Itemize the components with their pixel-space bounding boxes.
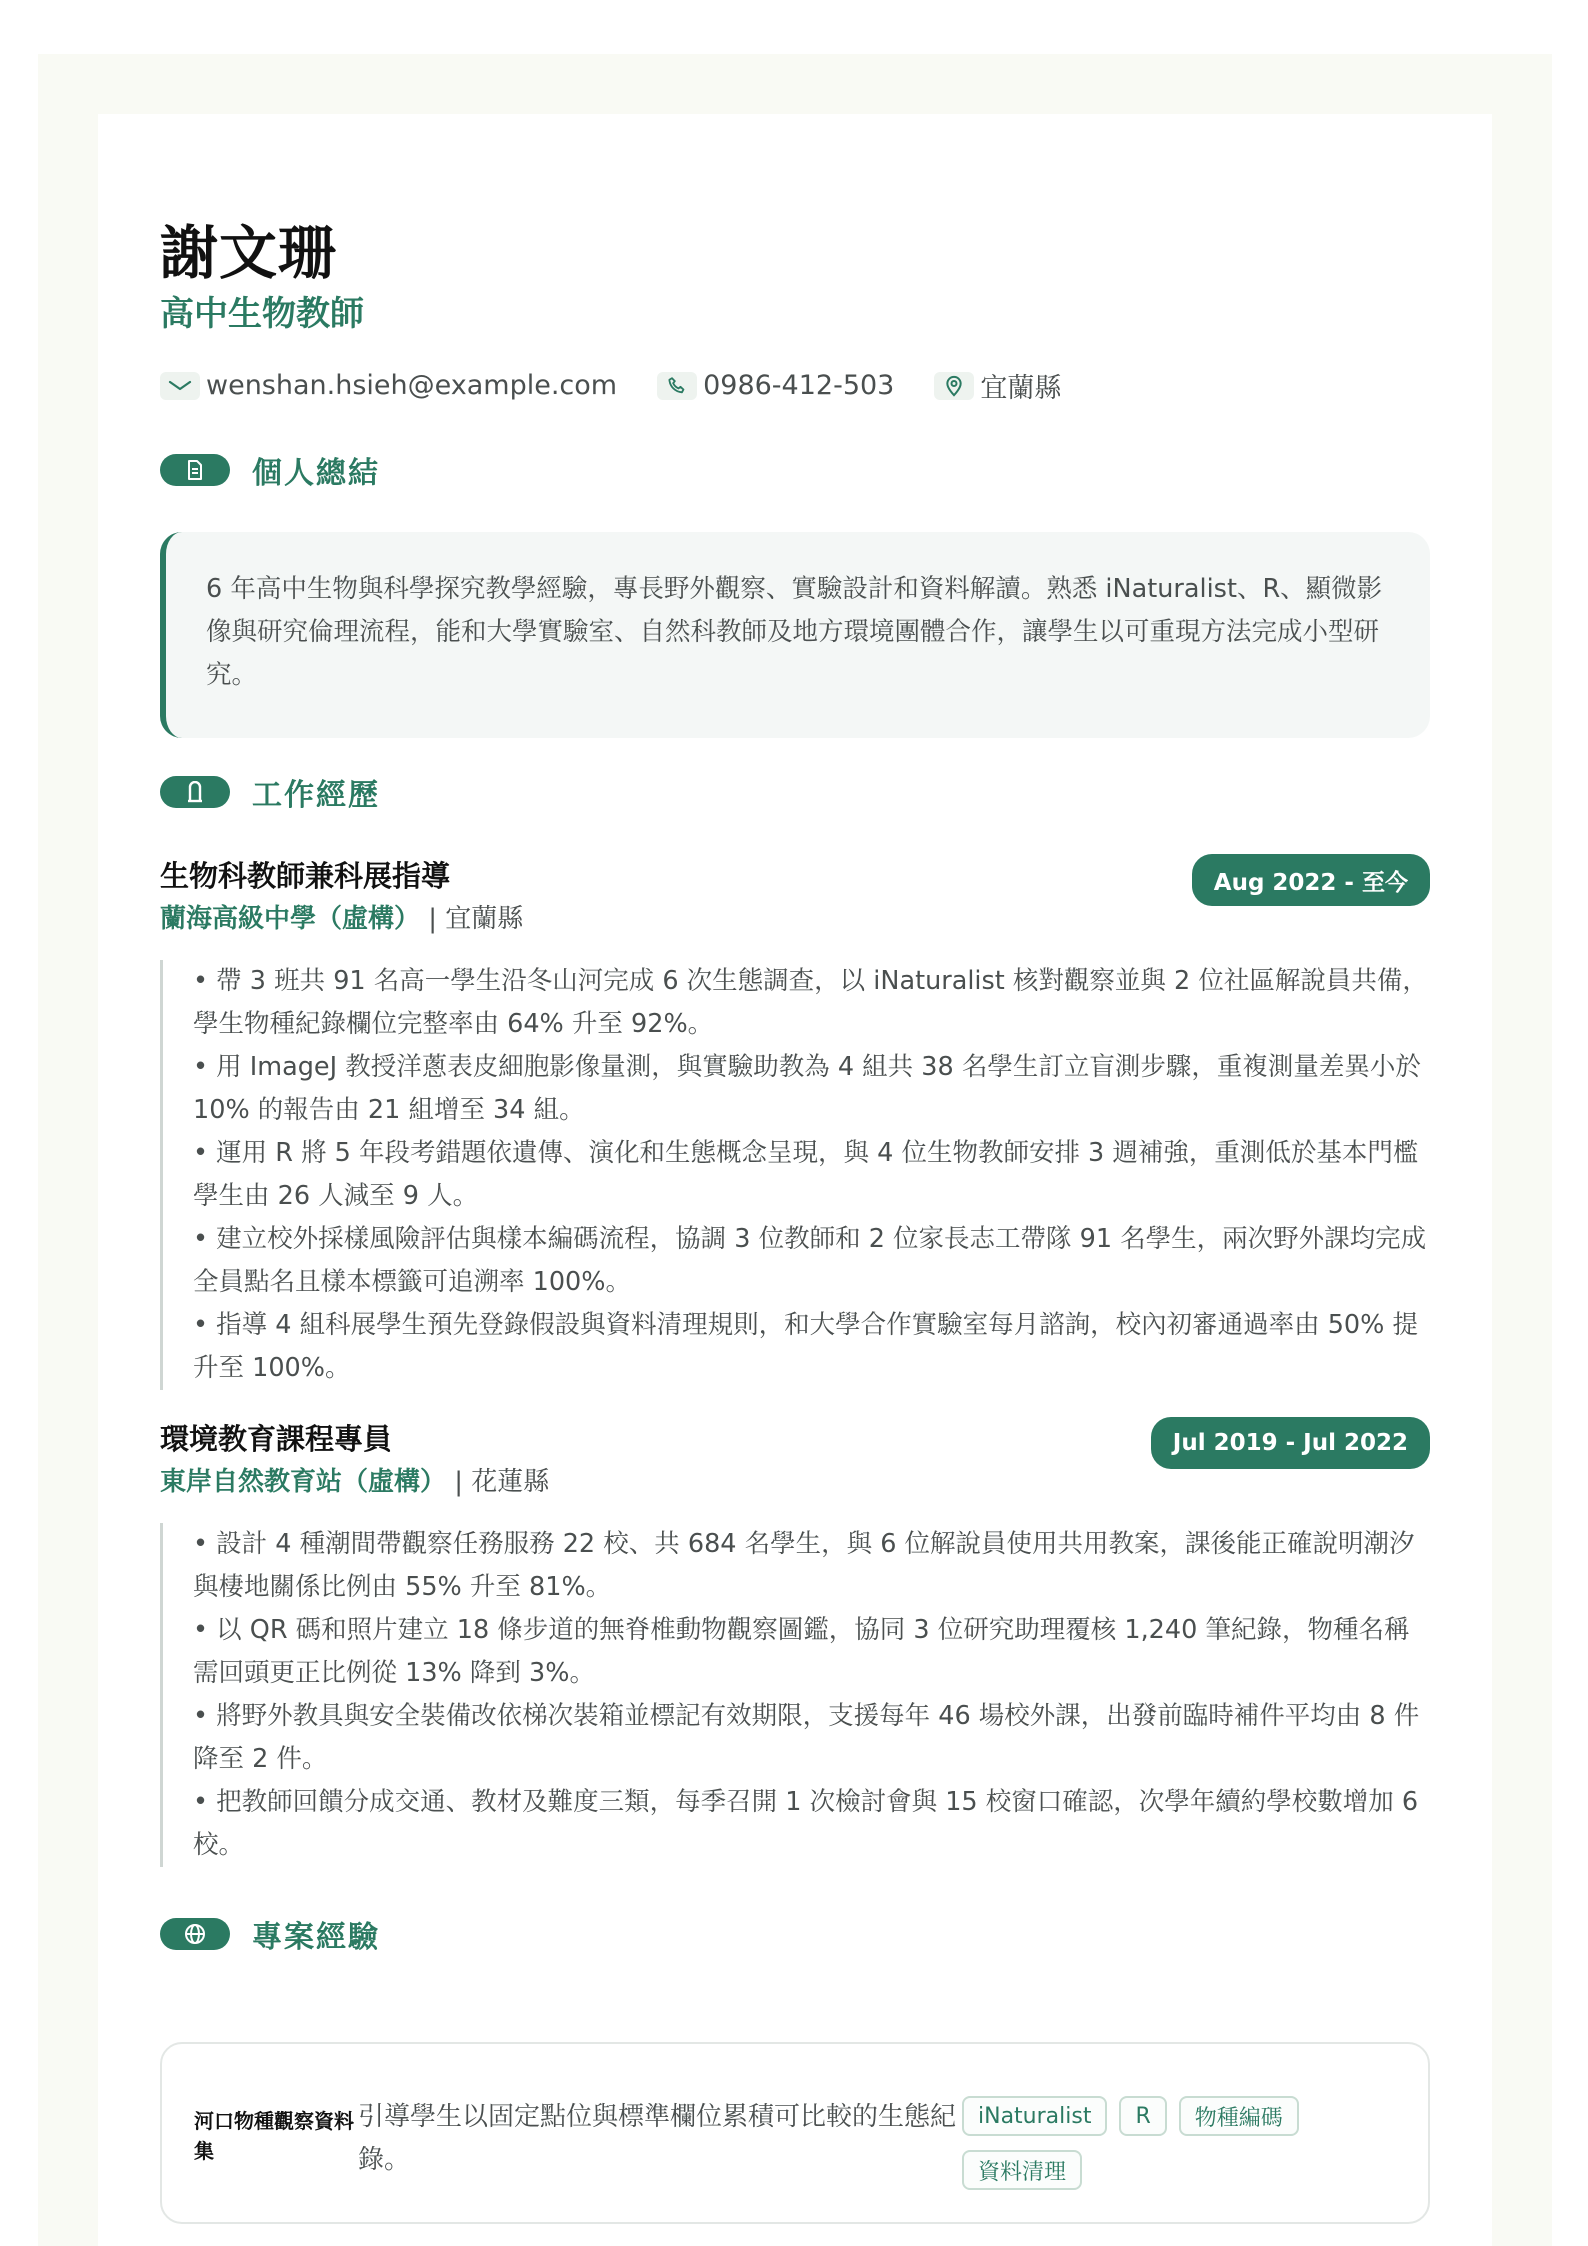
list-item: • 運用 R 將 5 年段考錯題依遺傳、演化和生態概念呈現，與 4 位生物教師安排 3 週補強，重測低於基本門檻學生由 26 人減至 9 人。 [193, 1138, 1419, 1211]
location-pin-icon [934, 372, 974, 400]
list-item: • 用 ImageJ 教授洋蔥表皮細胞影像量測，與實驗助教為 4 組共 38 名學生訂立盲測步驟，重複測量差異小於 10% 的報告由 21 組增至 34 組。 [193, 1052, 1421, 1125]
job-bullets [160, 1523, 1430, 1867]
experience-section-title: 工作經歷 [252, 778, 380, 813]
projects-section-header [160, 1912, 380, 1956]
project-description: 引導學生以固定點位與標準欄位累積可比較的生態紀錄。 [358, 2102, 957, 2175]
project-name: 河口物種觀察資料集 [194, 2109, 354, 2163]
job-title: 生物科教師兼科展指導 [160, 859, 451, 893]
briefcase-icon [160, 776, 230, 808]
experience-section-header [160, 770, 380, 814]
list-item: • 建立校外採樣風險評估與樣本編碼流程，協調 3 位教師和 2 位家長志工帶隊 91 名學生，兩次野外課均完成全員點名且樣本標籤可追溯率 100%。 [193, 1224, 1427, 1297]
candidate-role: 高中生物教師 [160, 294, 364, 334]
job-organization [160, 1461, 549, 1498]
project-tag: 資料清理 [962, 2150, 1082, 2190]
page-background [38, 54, 1552, 2246]
project-tag: R [1119, 2096, 1166, 2136]
job-bullets [160, 960, 1430, 1390]
candidate-name: 謝文珊 [160, 219, 338, 287]
contact-email[interactable] [160, 370, 617, 401]
summary-section-header [160, 448, 380, 492]
project-tag: iNaturalist [962, 2096, 1107, 2136]
globe-icon [160, 1918, 230, 1950]
project-tags [962, 2096, 1402, 2204]
job-title: 環境教育課程專員 [160, 1422, 393, 1456]
job-org-name: 東岸自然教育站（虛構） [160, 1467, 447, 1497]
job-location: | 花蓮縣 [454, 1467, 550, 1497]
projects-section-title: 專案經驗 [252, 1920, 380, 1955]
list-item: • 將野外教具與安全裝備改依梯次裝箱並標記有效期限，支援每年 46 場校外課，出發前臨時補件平均由 8 件降至 2 件。 [193, 1701, 1420, 1774]
resume-page [98, 114, 1492, 2246]
list-item: • 指導 4 組科展學生預先登錄假設與資料清理規則，和大學合作實驗室每月諮詢，校內初審通過率由 50% 提升至 100%。 [193, 1310, 1418, 1383]
contact-location-text: 宜蘭縣 [980, 373, 1062, 404]
contact-row [160, 366, 1101, 405]
job-date-badge: Jul 2019 - Jul 2022 [1151, 1417, 1430, 1469]
list-item: • 把教師回饋分成交通、教材及難度三類，每季召開 1 次檢討會與 15 校窗口確認，次學年續約學校數增加 6 校。 [193, 1787, 1419, 1860]
job-org-name: 蘭海高級中學（虛構） [160, 904, 421, 934]
summary-section-title: 個人總結 [252, 456, 380, 491]
list-item: • 以 QR 碼和照片建立 18 條步道的無脊椎動物觀察圖鑑，協同 3 位研究助理覆核 1,240 筆紀錄，物種名稱需回頭更正比例從 13% 降到 3%。 [193, 1615, 1410, 1688]
contact-email-text: wenshan.hsieh@example.com [206, 370, 618, 401]
contact-phone[interactable] [657, 370, 894, 401]
project-tag: 物種編碼 [1179, 2096, 1299, 2136]
contact-location [934, 366, 1061, 405]
list-item: • 帶 3 班共 91 名高一學生沿冬山河完成 6 次生態調查，以 iNaturalist 核對觀察並與 2 位社區解說員共備，學生物種紀錄欄位完整率由 64% 升至 92%。 [193, 966, 1428, 1039]
mail-icon [160, 372, 200, 400]
job-location: | 宜蘭縣 [428, 904, 524, 934]
contact-phone-text: 0986-412-503 [703, 370, 895, 401]
project-card [160, 2042, 1430, 2224]
list-item: • 設計 4 種潮間帶觀察任務服務 22 校、共 684 名學生，與 6 位解說員使用共用教案，課後能正確說明潮汐與棲地關係比例由 55% 升至 81%。 [193, 1529, 1415, 1602]
job-date-badge: Aug 2022 - 至今 [1192, 854, 1430, 906]
phone-icon [657, 372, 697, 400]
summary-text: 6 年高中生物與科學探究教學經驗，專長野外觀察、實驗設計和資料解讀。熟悉 iNaturalist、R、顯微影像與研究倫理流程，能和大學實驗室、自然科教師及地方環境團體合作，讓學生以可重現方法完成小型研究。 [160, 532, 1430, 738]
job-organization [160, 898, 523, 935]
document-icon [160, 454, 230, 486]
